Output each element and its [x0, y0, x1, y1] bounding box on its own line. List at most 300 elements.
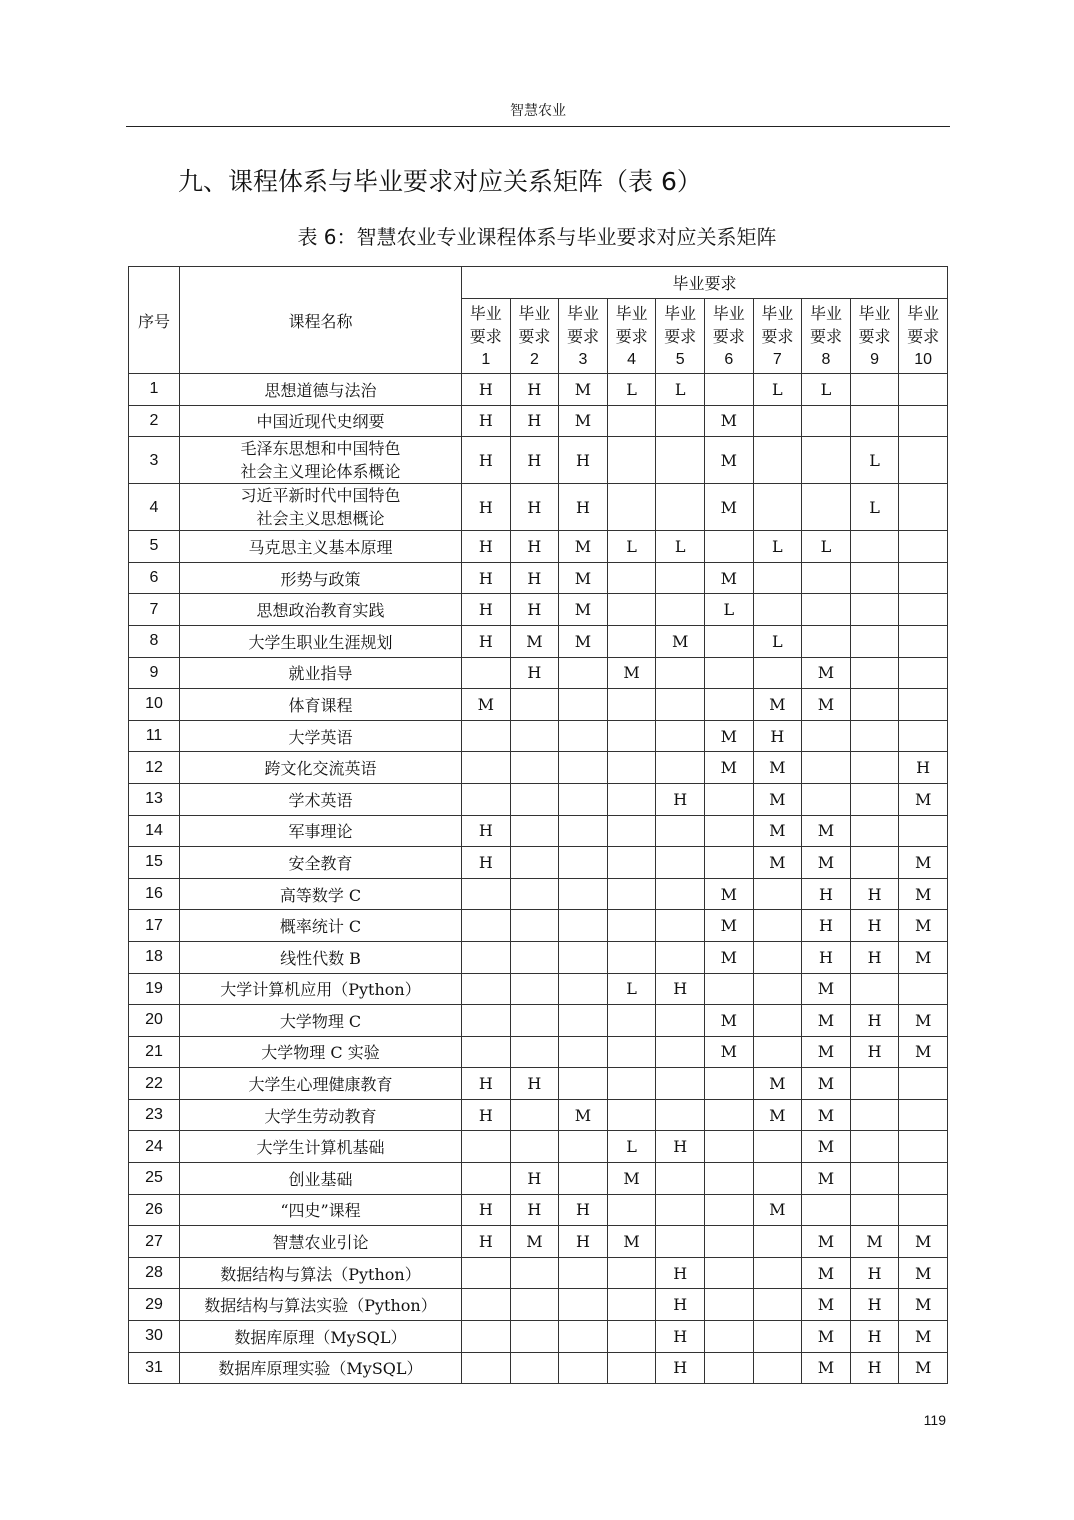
mapping-cell [510, 1352, 559, 1384]
table-row [129, 752, 948, 784]
column-header-requirement-7 [753, 299, 802, 374]
mapping-cell [656, 941, 705, 973]
column-header-no: 序号 [129, 267, 180, 374]
mapping-cell: H [462, 625, 511, 657]
mapping-cell: L [607, 531, 656, 563]
mapping-cell [656, 405, 705, 437]
mapping-cell [753, 1131, 802, 1163]
mapping-cell [704, 783, 753, 815]
mapping-cell: M [559, 531, 608, 563]
column-header-requirement-10 [899, 299, 948, 374]
mapping-cell: M [899, 1257, 948, 1289]
course-name: 大学物理 C 实验 [180, 1036, 462, 1068]
requirement-label: 毕业要求 [809, 303, 842, 346]
mapping-cell: M [559, 594, 608, 626]
running-header [126, 100, 950, 127]
requirement-label: 毕业要求 [761, 303, 794, 346]
mapping-cell: M [899, 1352, 948, 1384]
column-header-requirement-5 [656, 299, 705, 374]
mapping-cell [462, 752, 511, 784]
row-number: 18 [129, 941, 180, 973]
mapping-cell [607, 815, 656, 847]
table-row [129, 374, 948, 406]
table-caption: 表 6：智慧农业专业课程体系与毕业要求对应关系矩阵 [297, 225, 777, 249]
mapping-cell: L [656, 531, 705, 563]
mapping-cell [510, 752, 559, 784]
mapping-cell [899, 531, 948, 563]
page-number: 119 [923, 1412, 946, 1428]
mapping-cell: M [802, 657, 851, 689]
mapping-cell: M [510, 625, 559, 657]
mapping-cell: M [704, 910, 753, 942]
mapping-cell: H [462, 374, 511, 406]
mapping-cell: M [559, 405, 608, 437]
row-number: 9 [129, 657, 180, 689]
mapping-cell [462, 657, 511, 689]
mapping-cell: M [802, 1036, 851, 1068]
requirement-number: 2 [529, 350, 539, 368]
mapping-cell: L [607, 973, 656, 1005]
mapping-cell: H [899, 752, 948, 784]
row-number: 5 [129, 531, 180, 563]
course-name: “四史”课程 [180, 1194, 462, 1226]
mapping-cell [850, 815, 899, 847]
mapping-cell [704, 1257, 753, 1289]
mapping-cell [802, 437, 851, 484]
table-row [129, 878, 948, 910]
mapping-cell: H [802, 878, 851, 910]
mapping-cell [559, 720, 608, 752]
mapping-cell: H [510, 1068, 559, 1100]
table-row [129, 1289, 948, 1321]
mapping-cell [559, 657, 608, 689]
course-name: 安全教育 [180, 847, 462, 879]
course-name: 习近平新时代中国特色 社会主义思想概论 [180, 484, 462, 531]
mapping-cell [704, 815, 753, 847]
mapping-cell [462, 783, 511, 815]
mapping-cell [462, 720, 511, 752]
row-number: 22 [129, 1068, 180, 1100]
mapping-cell [850, 1163, 899, 1195]
mapping-cell: H [656, 973, 705, 1005]
mapping-cell [607, 1194, 656, 1226]
mapping-cell [462, 1321, 511, 1353]
mapping-cell: H [753, 720, 802, 752]
table-row [129, 562, 948, 594]
mapping-cell: M [802, 1226, 851, 1258]
mapping-cell: H [510, 531, 559, 563]
mapping-cell: H [850, 941, 899, 973]
requirements-matrix-table [128, 266, 948, 1384]
mapping-cell: L [802, 374, 851, 406]
mapping-cell: M [510, 1226, 559, 1258]
mapping-cell [607, 437, 656, 484]
column-header-requirement-9 [850, 299, 899, 374]
requirement-label: 毕业要求 [518, 303, 551, 346]
mapping-cell [899, 437, 948, 484]
requirement-label: 毕业要求 [712, 303, 745, 346]
mapping-cell [656, 1005, 705, 1037]
mapping-cell [607, 625, 656, 657]
course-name: 中国近现代史纲要 [180, 405, 462, 437]
mapping-cell [899, 973, 948, 1005]
mapping-cell [753, 973, 802, 1005]
mapping-cell: L [850, 437, 899, 484]
mapping-cell: M [559, 374, 608, 406]
course-name: 跨文化交流英语 [180, 752, 462, 784]
table-row [129, 405, 948, 437]
mapping-cell [850, 752, 899, 784]
course-name: 线性代数 B [180, 941, 462, 973]
mapping-cell: M [704, 941, 753, 973]
column-header-requirement-4 [607, 299, 656, 374]
mapping-cell: H [510, 437, 559, 484]
table-row [129, 1099, 948, 1131]
course-name: 大学计算机应用（Python） [180, 973, 462, 1005]
mapping-cell [607, 594, 656, 626]
mapping-cell: H [462, 405, 511, 437]
mapping-cell [704, 973, 753, 1005]
row-number: 25 [129, 1163, 180, 1195]
mapping-cell [607, 1036, 656, 1068]
course-name: 创业基础 [180, 1163, 462, 1195]
mapping-cell [559, 689, 608, 721]
mapping-cell [656, 437, 705, 484]
row-number: 23 [129, 1099, 180, 1131]
mapping-cell [899, 1099, 948, 1131]
mapping-cell [753, 1289, 802, 1321]
mapping-cell [559, 910, 608, 942]
mapping-cell: M [753, 1194, 802, 1226]
mapping-cell: M [559, 1099, 608, 1131]
column-group-header-requirements: 毕业要求 [462, 267, 948, 299]
table-row [129, 1163, 948, 1195]
mapping-cell: M [802, 1321, 851, 1353]
course-name: 大学生职业生涯规划 [180, 625, 462, 657]
mapping-cell: H [510, 405, 559, 437]
mapping-cell [462, 910, 511, 942]
mapping-cell: M [753, 1068, 802, 1100]
mapping-cell [462, 1163, 511, 1195]
mapping-cell: M [753, 847, 802, 879]
table-row [129, 815, 948, 847]
mapping-cell [462, 1257, 511, 1289]
row-number: 19 [129, 973, 180, 1005]
mapping-cell [462, 1352, 511, 1384]
mapping-cell: L [704, 594, 753, 626]
course-name: 体育课程 [180, 689, 462, 721]
mapping-cell: M [802, 689, 851, 721]
course-name: 数据结构与算法实验（Python） [180, 1289, 462, 1321]
mapping-cell [559, 847, 608, 879]
mapping-cell: M [899, 878, 948, 910]
mapping-cell: H [802, 910, 851, 942]
mapping-cell [559, 1068, 608, 1100]
requirement-label: 毕业要求 [615, 303, 648, 346]
mapping-cell: H [462, 1068, 511, 1100]
mapping-cell: M [802, 1352, 851, 1384]
mapping-cell [559, 783, 608, 815]
mapping-cell [850, 562, 899, 594]
mapping-cell: M [899, 941, 948, 973]
mapping-cell [704, 1131, 753, 1163]
mapping-cell: M [850, 1226, 899, 1258]
requirement-label: 毕业要求 [469, 303, 502, 346]
course-name: 毛泽东思想和中国特色 社会主义理论体系概论 [180, 437, 462, 484]
mapping-cell [510, 1289, 559, 1321]
mapping-cell: H [656, 1289, 705, 1321]
mapping-cell [753, 437, 802, 484]
mapping-cell [850, 847, 899, 879]
mapping-cell [704, 1352, 753, 1384]
mapping-cell: M [704, 720, 753, 752]
column-header-requirement-6 [704, 299, 753, 374]
mapping-cell [899, 1068, 948, 1100]
table-row [129, 531, 948, 563]
course-name: 大学英语 [180, 720, 462, 752]
mapping-cell [899, 657, 948, 689]
mapping-cell [510, 878, 559, 910]
mapping-cell [559, 878, 608, 910]
mapping-cell [462, 941, 511, 973]
table-row [129, 1131, 948, 1163]
mapping-cell [607, 941, 656, 973]
mapping-cell [899, 594, 948, 626]
mapping-cell [899, 815, 948, 847]
mapping-cell [510, 1099, 559, 1131]
mapping-cell: H [850, 1289, 899, 1321]
mapping-cell [462, 1289, 511, 1321]
mapping-cell: H [462, 847, 511, 879]
mapping-cell [656, 1036, 705, 1068]
requirement-number: 6 [724, 350, 734, 368]
course-name: 思想道德与法治 [180, 374, 462, 406]
mapping-cell [607, 1352, 656, 1384]
mapping-cell [510, 910, 559, 942]
course-name: 军事理论 [180, 815, 462, 847]
mapping-cell [850, 1131, 899, 1163]
mapping-cell: M [753, 783, 802, 815]
mapping-cell: H [656, 1321, 705, 1353]
mapping-cell [656, 657, 705, 689]
mapping-cell: M [607, 657, 656, 689]
mapping-cell [510, 847, 559, 879]
mapping-cell [607, 1289, 656, 1321]
row-number: 28 [129, 1257, 180, 1289]
mapping-cell: H [462, 484, 511, 531]
mapping-cell: L [850, 484, 899, 531]
mapping-cell [607, 1068, 656, 1100]
table-row [129, 594, 948, 626]
mapping-cell: M [753, 815, 802, 847]
row-number: 26 [129, 1194, 180, 1226]
row-number: 16 [129, 878, 180, 910]
mapping-cell [656, 594, 705, 626]
mapping-cell [899, 374, 948, 406]
mapping-cell [656, 910, 705, 942]
table-row [129, 1005, 948, 1037]
mapping-cell [559, 752, 608, 784]
mapping-cell [656, 815, 705, 847]
running-header-title: 智慧农业 [510, 103, 566, 119]
mapping-cell [656, 562, 705, 594]
row-number: 13 [129, 783, 180, 815]
mapping-cell [510, 720, 559, 752]
mapping-cell [559, 973, 608, 1005]
mapping-cell [607, 405, 656, 437]
row-number: 14 [129, 815, 180, 847]
table-row [129, 847, 948, 879]
mapping-cell: H [656, 1352, 705, 1384]
mapping-cell: H [462, 1099, 511, 1131]
table-row [129, 437, 948, 484]
mapping-cell [850, 1068, 899, 1100]
column-header-course: 课程名称 [180, 267, 462, 374]
matrix-body [129, 374, 948, 1384]
mapping-cell [607, 783, 656, 815]
mapping-cell: L [607, 374, 656, 406]
mapping-cell [753, 941, 802, 973]
column-header-requirement-3 [559, 299, 608, 374]
mapping-cell: M [802, 1068, 851, 1100]
mapping-cell [899, 625, 948, 657]
mapping-cell: M [704, 437, 753, 484]
requirement-number: 4 [627, 350, 637, 368]
mapping-cell [656, 1226, 705, 1258]
mapping-cell [850, 783, 899, 815]
mapping-cell [656, 689, 705, 721]
mapping-cell [753, 594, 802, 626]
mapping-cell: H [462, 437, 511, 484]
mapping-cell [899, 405, 948, 437]
mapping-cell: M [704, 878, 753, 910]
requirement-label: 毕业要求 [858, 303, 891, 346]
row-number: 1 [129, 374, 180, 406]
requirement-number: 9 [870, 350, 879, 368]
mapping-cell: M [802, 1289, 851, 1321]
row-number: 30 [129, 1321, 180, 1353]
row-number: 12 [129, 752, 180, 784]
mapping-cell [607, 910, 656, 942]
course-name: 数据库原理（MySQL） [180, 1321, 462, 1353]
mapping-cell: L [607, 1131, 656, 1163]
mapping-cell: H [510, 374, 559, 406]
mapping-cell [899, 562, 948, 594]
mapping-cell: H [510, 484, 559, 531]
mapping-cell [899, 1131, 948, 1163]
mapping-cell [704, 1289, 753, 1321]
mapping-cell [899, 720, 948, 752]
table-row [129, 1321, 948, 1353]
mapping-cell [899, 1163, 948, 1195]
mapping-cell [753, 1257, 802, 1289]
mapping-cell: H [462, 1194, 511, 1226]
mapping-cell: M [802, 1099, 851, 1131]
mapping-cell: M [607, 1226, 656, 1258]
course-name: 就业指导 [180, 657, 462, 689]
mapping-cell [607, 484, 656, 531]
mapping-cell [607, 689, 656, 721]
requirement-number: 10 [914, 350, 933, 368]
mapping-cell [850, 973, 899, 1005]
table-row [129, 484, 948, 531]
table-row [129, 657, 948, 689]
table-row [129, 1036, 948, 1068]
mapping-cell [607, 847, 656, 879]
mapping-cell: H [850, 910, 899, 942]
course-name: 马克思主义基本原理 [180, 531, 462, 563]
mapping-cell: M [704, 562, 753, 594]
mapping-cell: H [850, 1036, 899, 1068]
mapping-cell [802, 594, 851, 626]
mapping-cell: M [753, 752, 802, 784]
table-row [129, 783, 948, 815]
mapping-cell: M [607, 1163, 656, 1195]
requirement-number: 3 [578, 350, 588, 368]
mapping-cell [510, 1131, 559, 1163]
mapping-cell [656, 1099, 705, 1131]
mapping-cell: M [559, 562, 608, 594]
mapping-cell [656, 752, 705, 784]
table-row [129, 1352, 948, 1384]
row-number: 4 [129, 484, 180, 531]
mapping-cell [802, 405, 851, 437]
mapping-cell [850, 374, 899, 406]
mapping-cell [850, 594, 899, 626]
mapping-cell [656, 484, 705, 531]
mapping-cell [850, 405, 899, 437]
mapping-cell: M [899, 847, 948, 879]
row-number: 27 [129, 1226, 180, 1258]
mapping-cell [607, 720, 656, 752]
mapping-cell: M [802, 1163, 851, 1195]
mapping-cell: H [462, 815, 511, 847]
mapping-cell: M [802, 1257, 851, 1289]
mapping-cell [899, 484, 948, 531]
row-number: 17 [129, 910, 180, 942]
mapping-cell [704, 657, 753, 689]
mapping-cell: M [704, 1005, 753, 1037]
mapping-cell [704, 1194, 753, 1226]
mapping-cell [704, 847, 753, 879]
mapping-cell [607, 1257, 656, 1289]
mapping-cell [753, 657, 802, 689]
mapping-cell [462, 1131, 511, 1163]
mapping-cell: M [899, 1005, 948, 1037]
row-number: 7 [129, 594, 180, 626]
mapping-cell: H [510, 562, 559, 594]
course-name: 大学物理 C [180, 1005, 462, 1037]
mapping-cell [704, 1163, 753, 1195]
mapping-cell: L [753, 531, 802, 563]
mapping-cell: H [510, 1163, 559, 1195]
requirement-label: 毕业要求 [907, 303, 940, 346]
mapping-cell [607, 878, 656, 910]
row-number: 8 [129, 625, 180, 657]
mapping-cell [559, 1321, 608, 1353]
mapping-cell [510, 1321, 559, 1353]
mapping-cell: H [510, 1194, 559, 1226]
mapping-cell: H [510, 657, 559, 689]
mapping-cell: M [802, 847, 851, 879]
mapping-cell [559, 1257, 608, 1289]
mapping-cell [753, 562, 802, 594]
table-row [129, 1257, 948, 1289]
mapping-cell: M [899, 1289, 948, 1321]
mapping-cell [850, 657, 899, 689]
mapping-cell [559, 1163, 608, 1195]
row-number: 10 [129, 689, 180, 721]
